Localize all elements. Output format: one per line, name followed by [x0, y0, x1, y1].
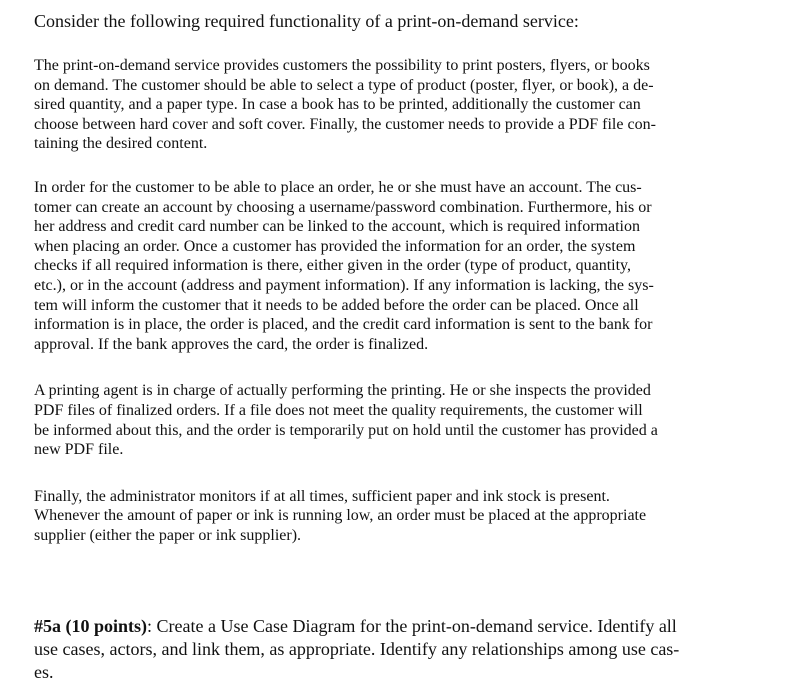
intro-heading: Consider the following required functionality of a print-on-demand service:	[34, 11, 579, 31]
paragraph-product-selection: The print-on-demand service provides customers the possibility to print posters, flyers, or books on demand. The customer should be able to select a type of product (poster, flyer, or book), a de- sired quantity, and a paper type. In case a book has to be printed, additionally the customer can choose between hard cover and soft cover. Finally, the customer needs to provide a PDF file con- taining the desired content.	[34, 57, 656, 153]
document-body	[34, 10, 758, 545]
question-text: : Create a Use Case Diagram for the print-on-demand service. Identify all use cases, actors, and link them, as appropriate. Identify any relationships among use cas- es.	[34, 616, 680, 682]
paragraph-printing-agent: A printing agent is in charge of actually performing the printing. He or she inspects the provided PDF files of finalized orders. If a file does not meet the quality requirements, the customer will be informed about this, and the order is temporarily put on hold until the customer has provided a new PDF file.	[34, 382, 658, 459]
paragraph-account-and-ordering: In order for the customer to be able to place an order, he or she must have an account. The cus- tomer can create an account by choosing a username/password combination. Furthermore, his or her address and credit card number can be linked to the account, which is required information when placing an order. Once a customer has provided the information for an order, the system checks if all required information is there, either given in the order (type of product, quantity, etc.), or in the account (address and payment information). If any information is lacking, the sys- tem will inform the customer that it needs to be added before the order can be placed. Once all information is in place, the order is placed, and the credit card information is sent to the bank for approval. If the bank approves the card, the order is finalized.	[34, 178, 654, 353]
question-5a	[34, 615, 758, 684]
question-label: #5a (10 points)	[34, 616, 148, 636]
paragraph-administrator: Finally, the administrator monitors if at all times, sufficient paper and ink stock is present. Whenever the amount of paper or ink is running low, an order must be placed at the appropriate supplier (either the paper or ink supplier).	[34, 487, 647, 544]
